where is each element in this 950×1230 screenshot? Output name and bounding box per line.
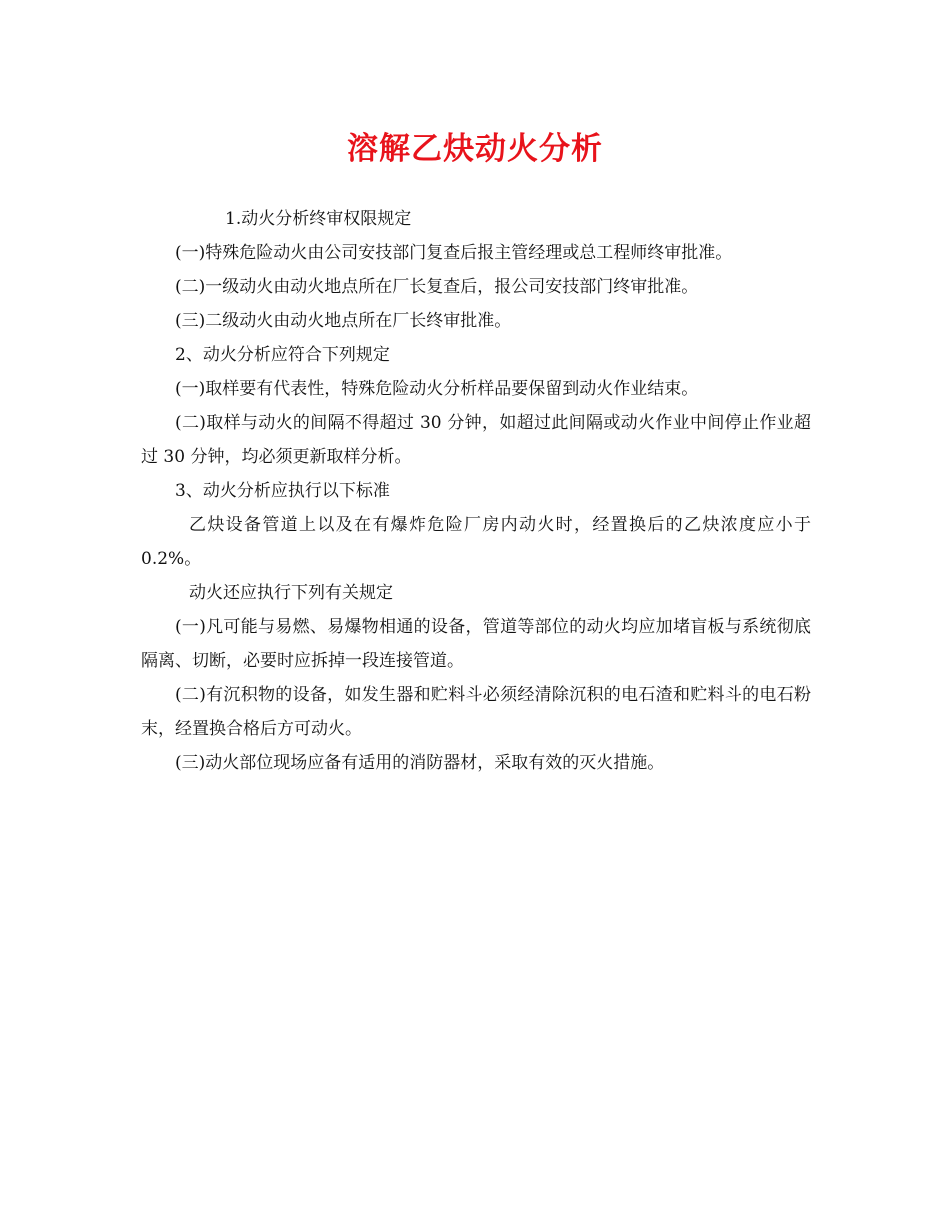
section-heading-3: 3、动火分析应执行以下标准 — [175, 481, 390, 501]
document-title: 溶解乙炔动火分析 — [347, 131, 603, 167]
document-body — [141, 202, 811, 780]
paragraph-2-2: (二)取样与动火的间隔不得超过 30 分钟，如超过此间隔或动火作业中间停止作业超过 30 分钟，均必须更新取样分析。 — [141, 413, 811, 467]
section-heading-1: 1.动火分析终审权限规定 — [225, 209, 412, 229]
paragraph-3-3: (一)凡可能与易燃、易爆物相通的设备，管道等部位的动火均应加堵盲板与系统彻底隔离、切断，必要时应拆掉一段连接管道。 — [141, 617, 811, 671]
paragraph-1-1: (一)特殊危险动火由公司安技部门复查后报主管经理或总工程师终审批准。 — [175, 243, 733, 263]
paragraph-3-4: (二)有沉积物的设备，如发生器和贮料斗必须经清除沉积的电石渣和贮料斗的电石粉末，经置换合格后方可动火。 — [141, 685, 811, 739]
paragraph-3-1: 乙炔设备管道上以及在有爆炸危险厂房内动火时，经置换后的乙炔浓度应小于 0.2%。 — [141, 515, 811, 569]
paragraph-3-5: (三)动火部位现场应备有适用的消防器材，采取有效的灭火措施。 — [175, 753, 665, 773]
paragraph-3-2: 动火还应执行下列有关规定 — [189, 583, 393, 603]
paragraph-2-1: (一)取样要有代表性，特殊危险动火分析样品要保留到动火作业结束。 — [175, 379, 699, 399]
paragraph-1-2: (二)一级动火由动火地点所在厂长复查后，报公司安技部门终审批准。 — [175, 277, 699, 297]
section-heading-2: 2、动火分析应符合下列规定 — [175, 345, 390, 365]
paragraph-1-3: (三)二级动火由动火地点所在厂长终审批准。 — [175, 311, 512, 331]
